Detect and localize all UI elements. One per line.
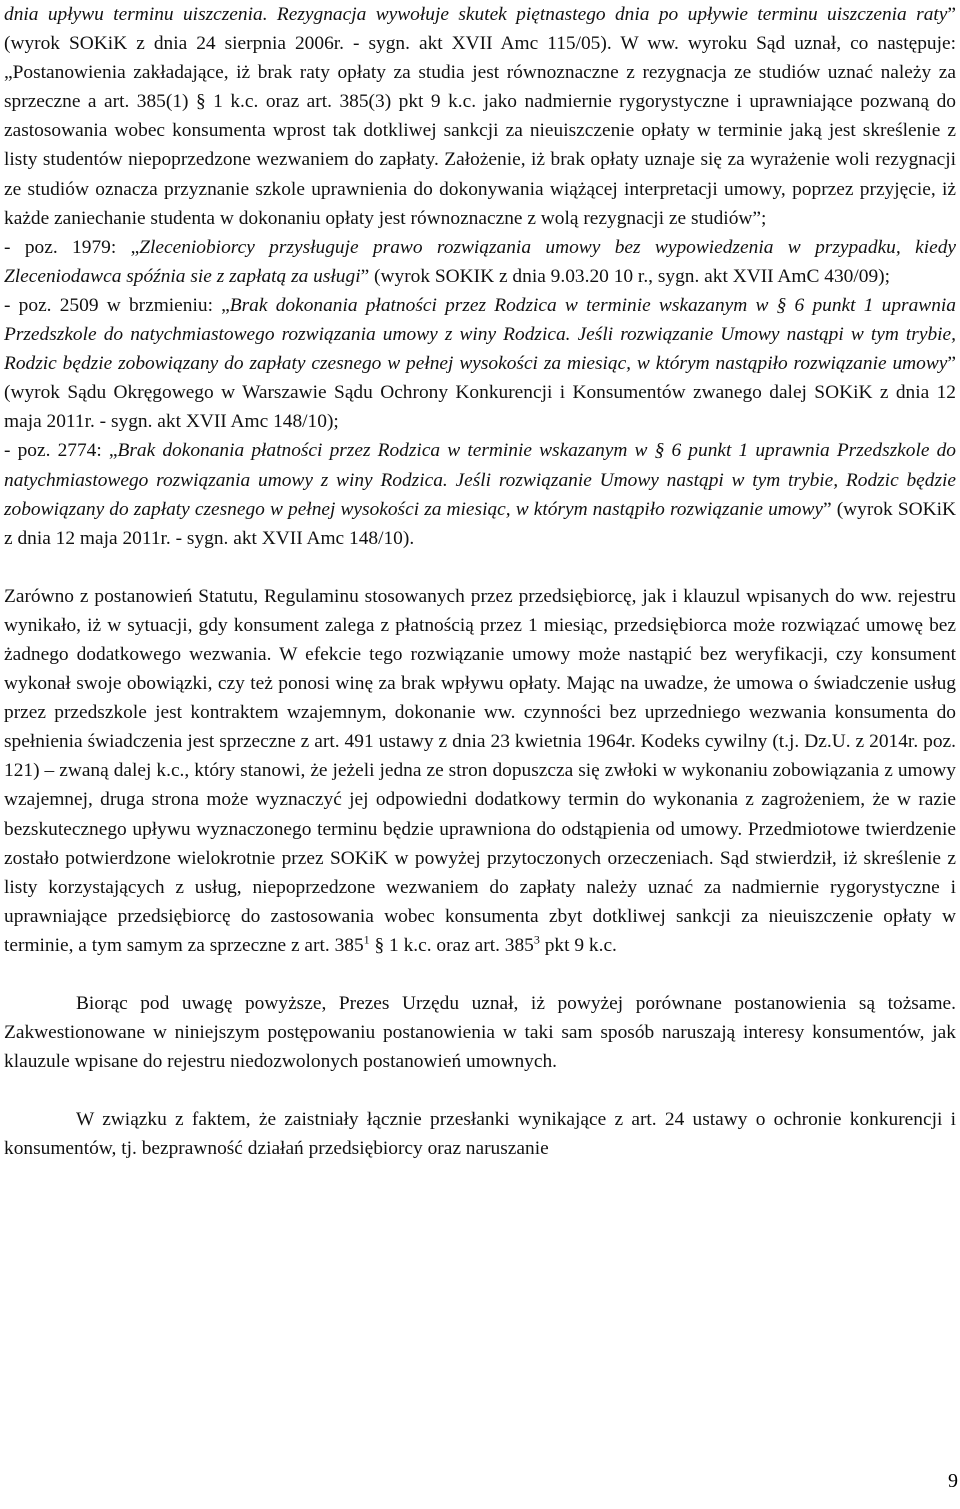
text-run: Zarówno z postanowień Statutu, Regulaminu stosowanych przez przedsiębiorcę, jak i klauzul wpisanych do ww. rejestru wynikało, iż w sytuacji, gdy konsument zalega z płatnością przez 1 miesiąc, przedsiębiorca może rozwiązać umowę bez żadnego dodatkowego wezwania. W efekcie tego rozwiązanie umowy może nastąpić bez weryfikacji, czy konsument wykonał swoje obowiązki, czy też ponosi winę za brak wpływu opłaty. Mając na uwadze, że umowa o świadczenie usług przez przedszkole jest kontraktem wzajemnym, dokonanie ww. czynności bez uprzedniego wezwania konsumenta do spełnienia świadczenia jest sprzeczne z art. 491 ustawy z dnia 23 kwietnia 1964r. Kodeks cywilny (t.j. Dz.U. z 2014r. poz. 121) – zwaną dalej k.c., który stanowi, że jeżeli jedna ze stron dopuszcza się zwłoki w wykonaniu zobowiązania z umowy wzajemnej, druga strona może wyznaczyć jej odpowiedni dodatkowy termin do wykonania z zagrożeniem, że w razie bezskutecznego upływu wyznaczonego terminu będzie uprawniona do odstąpienia od umowy. Przedmiotowe twierdzenie zostało potwierdzone wielokrotnie przez SOKiK w powyżej przytoczonych orzeczeniach. Sąd stwierdził, iż skreślenie z listy korzystających z usług, niepoprzedzone wezwaniem do zapłaty należy uznać za nadmiernie rygorystyczne i uprawniające przedsiębiorcę do zastosowania wobec konsumenta zbyt dotkliwej sankcji za nieuiszczenie opłaty w terminie, a tym samym za sprzeczne z art. 385 [4,585,956,956]
quoted-clause-text: Zleceniobiorcy przysługuje prawo rozwiązania umowy bez wypowiedzenia w przypadku, kiedy Zleceniodawca spóźnia sie z zapłatą za usługi [4,236,956,287]
paragraph-gap [4,960,956,989]
text-run: Biorąc pod uwagę powyższe, Prezes Urzędu uznał, iż powyżej porównane postanowienia są tożsame. Zakwestionowane w niniejszym postępowaniu postanowienia w taki sam sposób naruszają interesy konsumentów, jak klauzule wpisane do rejestru niedozwolonych postanowień umownych. [4,993,956,1073]
text-run: pkt 9 k.c. [539,934,617,956]
text-run: ” (wyrok Sądu Okręgowego w Warszawie Sądu Ochrony Konkurencji i Konsumentów zwanego dalej SOKiK z dnia 12 maja 2011r. - sygn. akt XVII Amc 148/10); [4,353,956,433]
paragraph-item-1979 [4,233,956,291]
paragraph-conclusion [4,989,956,1076]
text-run: § 1 k.c. oraz art. 385 [369,934,534,956]
paragraph-item-2509 [4,291,956,436]
paragraph-gap [4,553,956,582]
text-run: W związku z faktem, że zaistniały łącznie przesłanki wynikające z art. 24 ustawy o ochronie konkurencji i konsumentów, tj. bezprawność działań przedsiębiorcy oraz naruszanie [4,1109,956,1160]
superscript-run: 1 [363,932,370,947]
page-number: 9 [948,1470,958,1492]
paragraph-analysis [4,582,956,960]
paragraph-quote-continuation [4,0,956,233]
quoted-clause-text: dnia upływu terminu uiszczenia. Rezygnacja wywołuje skutek piętnastego dnia po upływie terminu uiszczenia raty [4,4,948,25]
text-run: ” (wyrok SOKIK z dnia 9.03.20 10 r., sygn. akt XVII AmC 430/09); [360,265,890,287]
text-run: - poz. 2774: „ [4,440,118,462]
superscript-run: 3 [533,932,540,947]
document-page [4,0,956,1509]
text-run: - poz. 2509 w brzmieniu: „ [4,294,230,316]
text-run: - poz. 1979: „ [4,236,140,258]
paragraph-gap [4,1076,956,1105]
text-run: ” (wyrok SOKiK z dnia 12 maja 2011r. - sygn. akt XVII Amc 148/10). [4,498,956,549]
paragraph-final [4,1105,956,1163]
text-run: ” (wyrok SOKiK z dnia 24 sierpnia 2006r. - sygn. akt XVII Amc 115/05). W ww. wyroku Sąd uznał, co następuje: „Postanowienia zakładające, iż brak raty opłaty za studia jest równoznaczne z rezygnacja ze studiów uznać należy za sprzeczne a art. 385(1) § 1 k.c. oraz art. 385(3) pkt 9 k.c. jako nadmiernie rygorystyczne i uprawniające pozwaną do zastosowania wobec konsumenta wprost tak dotkliwej sankcji za nieuiszczenie opłaty w terminie jaką jest skreślenie z listy studentów niepoprzedzone wezwaniem do zapłaty. Założenie, iż brak opłaty uznaje się za wyrażenie woli rezygnacji ze studiów oznacza przyznanie szkole uprawnienia do dokonywania wiążącej interpretacji umowy, poprzez przyjęcie, iż każde zaniechanie studenta w dokonaniu opłaty jest równoznaczne z wolą rezygnacji ze studiów”; [4,4,956,229]
quoted-clause-text: Brak dokonania płatności przez Rodzica w terminie wskazanym w § 6 punkt 1 uprawnia Przedszkole do natychmiastowego rozwiązania umowy z winy Rodzica. Jeśli rozwiązanie Umowy nastąpi w tym trybie, Rodzic będzie zobowiązany do zapłaty czesnego w pełnej wysokości za miesiąc, w którym nastąpiło rozwiązanie umowy [4,440,956,520]
paragraph-item-2774 [4,436,956,552]
quoted-clause-text: Brak dokonania płatności przez Rodzica w terminie wskazanym w § 6 punkt 1 uprawnia Przedszkole do natychmiastowego rozwiązania umowy z winy Rodzica. Jeśli rozwiązanie Umowy nastąpi w tym trybie, Rodzic będzie zobowiązany do zapłaty czesnego w pełnej wysokości za miesiąc, w którym nastąpiło rozwiązanie umowy [4,294,956,375]
